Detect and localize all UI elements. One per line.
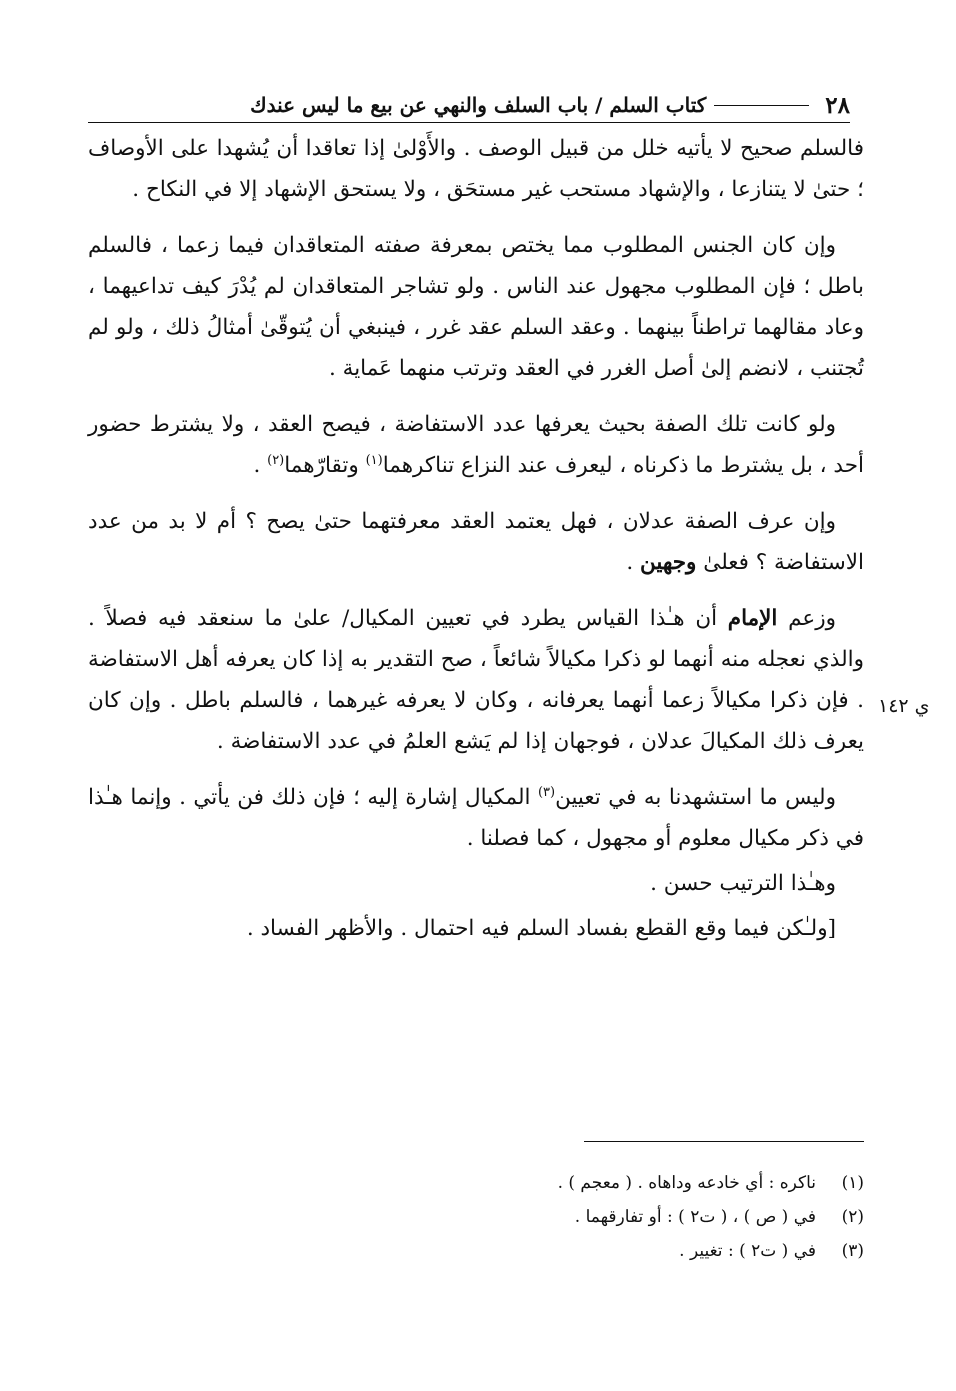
- paragraph-5-bold: الإمام: [727, 606, 778, 631]
- paragraph-6-text-a: وليس ما استشهدنا به في تعيين: [555, 785, 836, 810]
- footnote-1: [380, 1166, 864, 1200]
- running-title: كتاب السلم / باب السلف والنهي عن بيع ما ليس عندك: [250, 93, 707, 117]
- footnotes: [380, 1166, 864, 1268]
- paragraph-4: [88, 501, 864, 583]
- paragraph-4-text-c: .: [626, 550, 640, 575]
- footnote-ref-3: (٣): [537, 784, 556, 800]
- footnote-text: في ( ت٢ ) : تغيير .: [679, 1241, 816, 1261]
- page-number: ٢٨: [825, 91, 850, 119]
- paragraph-3-text-b: وتقارّهما: [284, 453, 366, 478]
- footnote-text: في ( ص ) ، ( ت٢ ) : أو تفارقهما .: [574, 1207, 816, 1227]
- paragraph-4-text-a: وإن عرف الصفة عدلان ، فهل يعتمد العقد معرفتهما حتىٰ يصح ؟ أم لا بد من عدد الاستفاضة ؟ فعلىٰ: [88, 509, 864, 575]
- footnote-ref-2: (٢): [267, 452, 285, 468]
- footnote-number: (٣): [841, 1241, 864, 1261]
- paragraph-3-text-a: ولو كانت تلك الصفة بحيث يعرفها عدد الاستفاضة ، فيصح العقد ، ولا يشترط حضور أحد ، بل يشترط ما ذكرناه ، ليعرف عند النزاع تناكرهما: [88, 412, 864, 478]
- margin-manuscript-reference: ي ١٤٢: [878, 695, 930, 717]
- paragraph-6-text-b: المكيال إشارة إليه ؛ فإن ذلك فن يأتي . وإنما هـٰذا في ذكر مكيال معلوم أو مجهول ، كما فصلنا .: [88, 785, 864, 851]
- paragraph-3: [88, 404, 864, 486]
- footnote-ref-1: (١): [365, 452, 383, 468]
- paragraph-3-text-c: .: [253, 453, 268, 478]
- paragraph-6: [88, 777, 864, 859]
- footnote-3: [380, 1234, 864, 1268]
- paragraph-5-text-a: وزعم: [777, 606, 836, 631]
- main-text: [88, 128, 864, 949]
- page-header: [88, 88, 850, 123]
- footnote-number: (٢): [841, 1207, 864, 1227]
- paragraph-1: فالسلم صحيح لا يأتيه خلل من قبيل الوصف . والأَوْلىٰ إذا تعاقدا أن يُشهدا على الأوصاف ؛ حتىٰ لا يتنازعا ، والإشهاد مستحب غير مستحَق ، ولا يستحق الإشهاد إلا في النكاح .: [88, 136, 864, 202]
- footnote-number: (١): [841, 1173, 864, 1193]
- paragraph-7: وهـٰذا الترتيب حسن .: [650, 871, 836, 896]
- paragraph-8: [ولـٰكن فيما وقع القطع بفساد السلم فيه احتمال . والأظهر الفساد .: [246, 916, 836, 941]
- paragraph-4-bold: وجهين: [640, 550, 697, 575]
- paragraph-5-text-b: أن هـٰذا القياس يطرد في تعيين المكيال/ علىٰ ما سنعقد فيه فصلاً . والذي نعجله منه أنهما لو ذكرا مكيالاً شائعاً ، صح التقدير به إذا كان يعرفه أهل الاستفاضة . فإن ذكرا مكيالاً زعما أنهما يعرفانه ، وكان لا يعرفه غيرهما ، فالسلم باطل . وإن كان يعرف ذلك المكيالَ عدلان ، فوجهان إذا لم يَشع العلمُ في عدد الاستفاضة .: [88, 606, 864, 754]
- header-rule: [714, 105, 809, 106]
- footnote-text: ناكره : أي خادعه وداهاه . ( معجم ) .: [557, 1173, 816, 1193]
- paragraph-2: وإن كان الجنس المطلوب مما يختص بمعرفة صفته المتعاقدان فيما زعما ، فالسلم باطل ؛ فإن المطلوب مجهول عند الناس . ولو تشاجر المتعاقدان لم يُدْرَ كيف تداعيهما ، وعاد مقالهما تراطناً بينهما . وعقد السلم عقد غرر ، فينبغي أن يُتوقّىٰ أمثالُ ذلك ، ولو لم تُجتنب ، لانضم إلىٰ أصل الغرر في العقد وترتب منهما عَماية .: [88, 233, 864, 381]
- footnote-2: [380, 1200, 864, 1234]
- footnote-separator: [584, 1141, 864, 1142]
- paragraph-5: [88, 598, 864, 762]
